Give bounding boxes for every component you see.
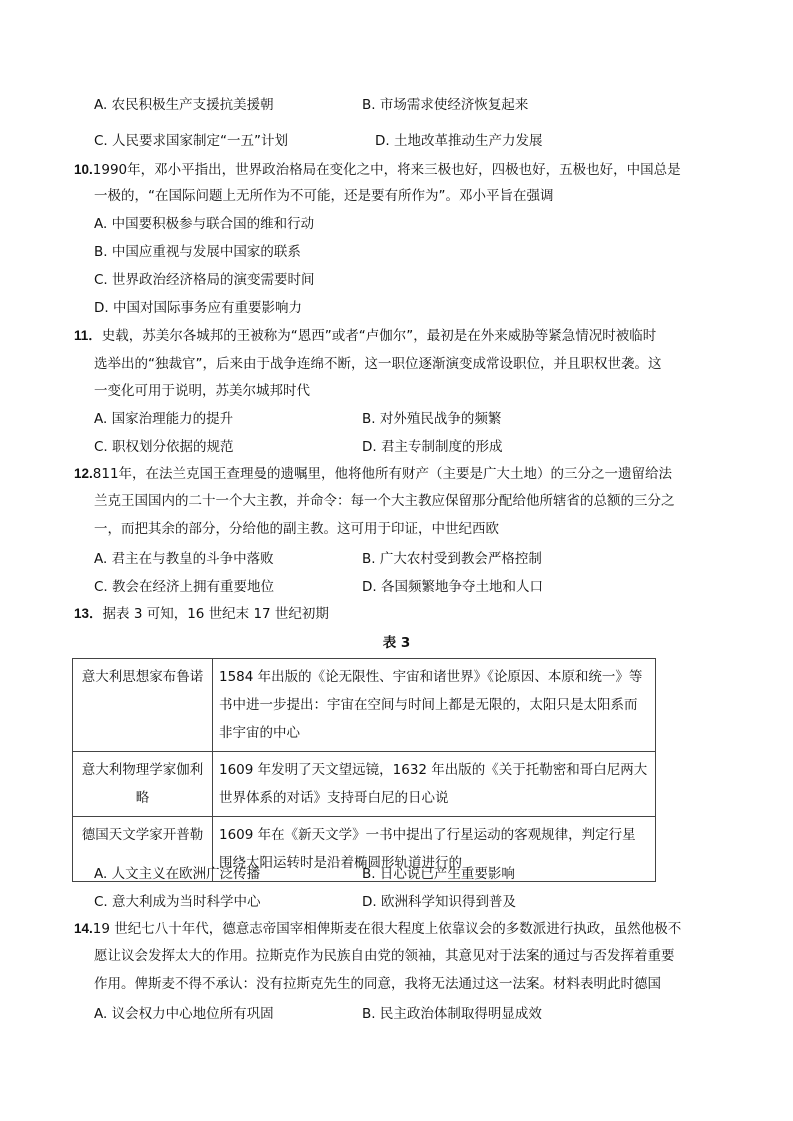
q12-stem-line-2: 兰克王国国内的二十一个大主教，并命令：每一个大主教应保留那分配给他所辖省的总额的三分之 (94, 493, 675, 509)
q11-option-a: A. 国家治理能力的提升 (94, 411, 234, 427)
q13-option-d: D. 欧洲科学知识得到普及 (362, 894, 516, 910)
q11-number: 11． (74, 328, 102, 343)
table-row (73, 752, 656, 817)
q10-stem-line-1 (74, 160, 681, 180)
q12-option-b: B. 广大农村受到教会严格控制 (362, 551, 542, 567)
q11-option-b: B. 对外殖民战争的频繁 (362, 411, 502, 427)
q11-stem-line-1 (74, 326, 656, 346)
q10-stem-line-2: 一极的，“在国际问题上无所作为不可能，还是要有所作为”。邓小平旨在强调 (94, 188, 554, 204)
q12-option-a: A. 君主在与教皇的斗争中落败 (94, 551, 274, 567)
q12-stem-line-3: 一，而把其余的部分，分给他的副主教。这可用于印证，中世纪西欧 (94, 521, 499, 537)
q14-stem-line-2: 愿让议会发挥太大的作用。拉斯克作为民族自由党的领袖，其意见对于法案的通过与否发挥着重要 (94, 948, 675, 964)
q13-stem-line-1 (74, 604, 329, 624)
q9-option-b: B. 市场需求使经济恢复起来 (362, 97, 529, 113)
q13-stem-text: 据表 3 可知，16 世纪末 17 世纪初期 (102, 606, 329, 622)
q9-option-a: A. 农民积极生产支援抗美援朝 (94, 97, 274, 113)
q13-option-b: B. 日心说已产生重要影响 (362, 866, 515, 882)
q10-option-c: C. 世界政治经济格局的演变需要时间 (94, 272, 315, 288)
q14-option-a: A. 议会权力中心地位所有巩固 (94, 1006, 274, 1022)
q11-option-d: D. 君主专制制度的形成 (362, 439, 503, 455)
q11-option-c: C. 职权划分依据的规范 (94, 439, 234, 455)
q12-number: 12. (74, 466, 93, 481)
q10-number: 10. (74, 162, 93, 177)
table-cell-person: 德国天文学家开普勒 (73, 817, 213, 882)
q14-stem-text-1: 19 世纪七八十年代，德意志帝国宰相俾斯麦在很大程度上依靠议会的多数派进行执政，虽然他极不 (92, 921, 682, 937)
q14-number: 14. (74, 921, 93, 936)
q13-option-c: C. 意大利成为当时科学中心 (94, 894, 261, 910)
q9-option-c: C. 人民要求国家制定“一五”计划 (94, 133, 288, 149)
q14-stem-line-1 (74, 919, 681, 939)
table-3 (72, 658, 656, 882)
table-cell-description: 1584 年出版的《论无限性、宇宙和诸世界》《论原因、本原和统一》等书中进一步提出：宇宙在空间与时间上都是无限的，太阳只是太阳系而非宇宙的中心 (213, 659, 656, 752)
q11-stem-text-1: 史载，苏美尔各城邦的王被称为“恩西”或者“卢伽尔”，最初是在外来威胁等紧急情况时被临时 (101, 328, 657, 344)
q14-option-b: B. 民主政治体制取得明显成效 (362, 1006, 542, 1022)
q10-option-b: B. 中国应重视与发展中国家的联系 (94, 244, 301, 260)
q13-number: 13． (74, 606, 103, 621)
q12-stem-text-1: 811年，在法兰克国王查理曼的遗嘱里，他将他所有财产（主要是广大土地）的三分之一遗留给法 (92, 466, 673, 482)
table-cell-person: 意大利思想家布鲁诺 (73, 659, 213, 752)
q11-stem-line-2: 选举出的“独裁官”，后来由于战争连绵不断，这一职位逐渐演变成常设职位，并且职权世袭。这 (94, 356, 662, 372)
table-row (73, 659, 656, 752)
q12-option-d: D. 各国频繁地争夺土地和人口 (362, 579, 543, 595)
q10-stem-text-1: 1990年，邓小平指出，世界政治格局在变化之中，将来三极也好，四极也好，五极也好，中国总是 (92, 162, 681, 178)
q12-option-c: C. 教会在经济上拥有重要地位 (94, 579, 275, 595)
table-cell-description: 1609 年在《新天文学》一书中提出了行星运动的客观规律，判定行星围绕太阳运转时是沿着椭圆形轨道进行的 (213, 817, 656, 882)
table-caption: 表 3 (382, 635, 411, 651)
q14-stem-line-3: 作用。俾斯麦不得不承认：没有拉斯克先生的同意，我将无法通过这一法案。材料表明此时德国 (94, 976, 661, 992)
q10-option-d: D. 中国对国际事务应有重要影响力 (94, 300, 302, 316)
q11-stem-line-3: 一变化可用于说明，苏美尔城邦时代 (94, 383, 310, 399)
table-cell-person: 意大利物理学家伽利略 (73, 752, 213, 817)
q10-option-a: A. 中国要积极参与联合国的维和行动 (94, 216, 315, 232)
q13-option-a: A. 人文主义在欧洲广泛传播 (94, 866, 261, 882)
table-cell-description: 1609 年发明了天文望远镜，1632 年出版的《关于托勒密和哥白尼两大世界体系的对话》支持哥白尼的日心说 (213, 752, 656, 817)
q12-stem-line-1 (74, 464, 672, 484)
q9-option-d: D. 土地改革推动生产力发展 (375, 133, 543, 149)
